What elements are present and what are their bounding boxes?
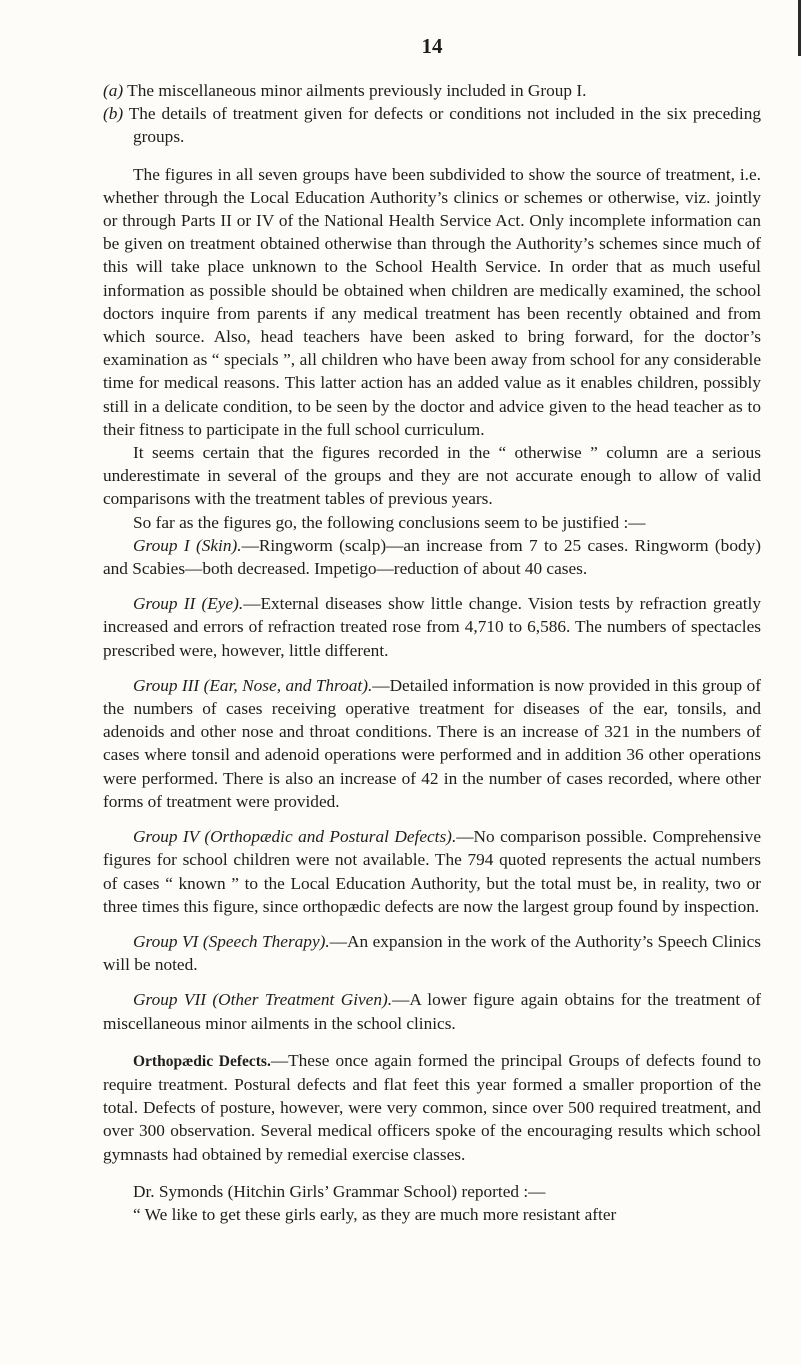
group-text: —A lower figure again obtains for the treatment of miscellaneous minor ailments in the school clinics.	[103, 990, 761, 1033]
group-i-paragraph	[103, 534, 761, 580]
orthopaedic-paragraph	[103, 1049, 761, 1166]
list-item-b	[103, 102, 761, 148]
paragraph-underestimate: It seems certain that the figures recorded in the “ otherwise ” column are a serious underestimate in several of the groups and they are not accurate enough to allow of valid comparisons with the treatment tables of previous years.	[103, 443, 761, 509]
list-item-a	[103, 79, 761, 102]
group-iii-paragraph	[103, 674, 761, 813]
list-text: The details of treatment given for defects or conditions not included in the six preceding groups.	[123, 104, 761, 147]
list-marker: (b)	[103, 104, 124, 124]
group-heading: Group VI (Speech Therapy).	[133, 931, 330, 951]
group-heading: Group VII (Other Treatment Given).	[133, 990, 393, 1010]
list-marker: (a)	[103, 81, 124, 100]
section-text: —These once again formed the principal Groups of defects found to require treatment. Postural defects and flat feet this year formed a smaller proportion of the total. Defects of posture, however, were very common, since over 500 required treatment, and over 300 observation. Several medical officers spoke of the encouraging results which school gymnasts had obtained by remedial exercise classes.	[103, 1050, 761, 1164]
list-text: The miscellaneous minor ailments previously included in Group I.	[123, 81, 587, 100]
group-text: —Ringworm (scalp)—an increase from 7 to 25 cases. Ringworm (body) and Scabies—both decreased. Impetigo—reduction of about 40 cases.	[103, 535, 761, 579]
group-heading: Group IV (Orthopædic and Postural Defects).	[133, 827, 457, 847]
group-iv-paragraph	[103, 825, 761, 918]
paragraph-treatment-sources: The figures in all seven groups have been subdivided to show the source of treatment, i.e. whether through the Local Education Authority’s clinics or schemes or otherwise, viz. jointly or through Parts II or IV of the National Health Service Act. Only incomplete information can be given on treatment obtained otherwise than through the Authority’s schemes since much of this will take place unknown to the School Health Service. In order that as much useful information as possible should be obtained when children are medically examined, the school doctors inquire from parents if any medical treatment has been recently obtained and from which source. Also, head teachers have been asked to bring forward, for the doctor’s examination as “ specials ”, all children who have been away from school for any considerable time for medical reasons. This latter action has an added value as it enables children, possibly still in a delicate condition, to be seen by the doctor and advice given to the head teacher as to their fitness to participate in the full school curriculum.	[103, 164, 761, 439]
group-text: —An expansion in the work of the Authority’s Speech Clinics will be noted.	[103, 931, 762, 975]
group-heading: Group II (Eye).	[133, 594, 244, 614]
group-ii-paragraph	[103, 592, 761, 662]
group-vii-paragraph	[103, 988, 761, 1034]
paragraph-conclusions-intro: So far as the figures go, the following conclusions seem to be justified :—	[133, 512, 646, 532]
symonds-intro: Dr. Symonds (Hitchin Girls’ Grammar School) reported :—	[133, 1181, 546, 1201]
group-heading: Group I (Skin).	[133, 535, 242, 555]
group-text: —External diseases show little change. Vision tests by refraction greatly increased and errors of refraction treated rose from 4,710 to 6,586. The numbers of spectacles prescribed were, however, little different.	[103, 594, 761, 660]
group-heading: Group III (Ear, Nose, and Throat).	[133, 675, 373, 695]
section-heading: Orthopædic Defects.	[133, 1052, 271, 1070]
group-text: —Detailed information is now provided in this group of the numbers of cases receiving operative treatment for diseases of the ear, tonsils, and adenoids and other nose and throat conditions. There is an increase of 321 in the numbers of cases where tonsil and adenoid operations were performed and in addition 36 other operations were performed. There is also an increase of 42 in the number of cases recorded, where other forms of treatment were provided.	[103, 675, 761, 811]
page-number: 14	[421, 34, 443, 58]
symonds-quote: “ We like to get these girls early, as they are much more resistant after	[133, 1204, 617, 1224]
group-text: —No comparison possible. Comprehensive figures for school children were not available. The 794 quoted represents the actual numbers of cases “ known ” to the Local Education Authority, but the total must be, in reality, two or three times this figure, since orthopædic defects are now the largest group found by inspection.	[103, 827, 761, 916]
group-vi-paragraph	[103, 930, 761, 976]
